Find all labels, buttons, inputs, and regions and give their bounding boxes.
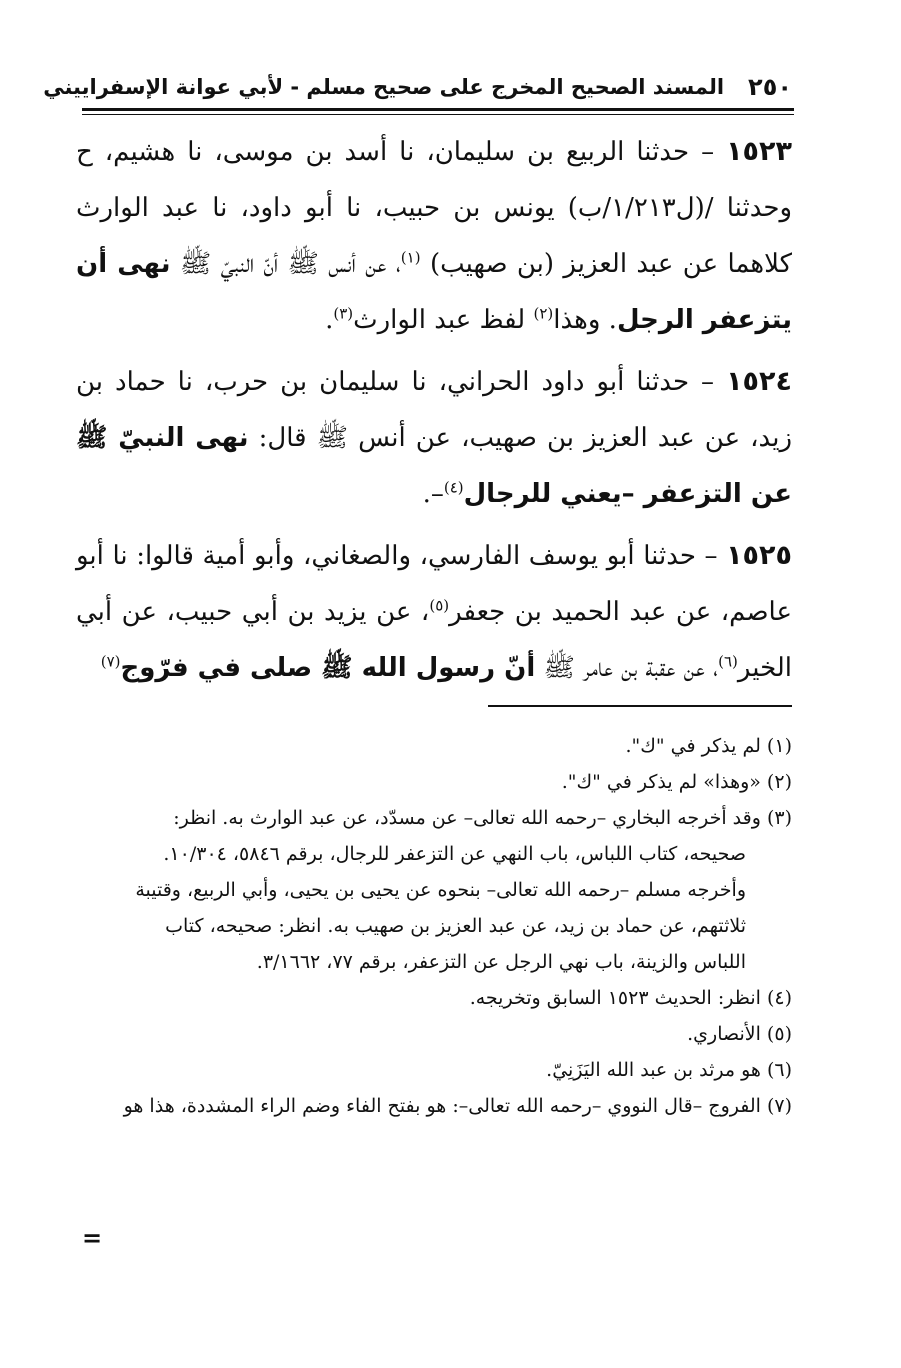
page-number: ٢٥٠ — [748, 73, 792, 101]
hadith-paragraph — [76, 124, 792, 348]
running-title: المسند الصحيح المخرج على صحيح مسلم - لأبي عوانة الإسفراييني — [43, 75, 725, 99]
hadith-matn-bold: أنّ رسول الله ﷺ صلى في فرّوج — [120, 653, 536, 683]
footnote-separator — [488, 705, 792, 707]
hadith-text: ، عن يزيد بن أبي حبيب، عن أبي الخير — [76, 597, 792, 683]
main-text — [76, 124, 792, 702]
header-rule-thin — [82, 114, 794, 115]
hadith-text: – حدثنا أبو داود الحراني، نا سليمان بن حرب، نا حماد بن زيد، عن عبد العزيز بن صهيب، عن أنس ﷺ قال: — [76, 367, 792, 453]
hadith-text: ، عن أنس ﷺ أنّ النبيّ ﷺ — [170, 249, 401, 279]
footnote-line: ثلاثتهم، عن حماد بن زيد، عن عبد العزيز بن صهيب به. انظر: صحيحه، كتاب — [165, 915, 746, 937]
footnotes — [76, 728, 792, 1124]
footnote-line: (٢) «وهذا» لم يذكر في "ك". — [561, 771, 792, 793]
footnote-ref: (٦) — [718, 652, 738, 671]
footnote-line: (٣) وقد أخرجه البخاري –رحمه الله تعالى– عن مسدّد، عن عبد الوارث به. انظر: — [173, 807, 792, 829]
footnote-line: صحيحه، كتاب اللباس، باب النهي عن التزعفر للرجال، برقم ٥٨٤٦، ١٠/٣٠٤. — [163, 843, 746, 865]
footnote-line: (٦) هو مرثد بن عبد الله اليَزَنِيّ. — [546, 1059, 792, 1081]
footnote-line: اللباس والزينة، باب نهي الرجل عن التزعفر، برقم ٧٧، ٣/١٦٦٢. — [256, 951, 746, 973]
hadith-text: –. — [422, 479, 444, 509]
hadith-text: . وهذا — [553, 305, 617, 335]
hadith-number: ١٥٢٥ — [726, 540, 792, 571]
continuation-mark: = — [82, 1224, 103, 1252]
footnote-ref: (١) — [400, 248, 421, 267]
hadith-text: لفظ عبد الوارث — [353, 305, 534, 335]
footnote-line: وأخرجه مسلم –رحمه الله تعالى– بنحوه عن يحيى بن يحيى، وأبي الربيع، وقتيبة — [135, 879, 746, 901]
footnote-line: (٤) انظر: الحديث ١٥٢٣ السابق وتخريجه. — [469, 987, 792, 1009]
hadith-number: ١٥٢٤ — [726, 366, 792, 397]
hadith-number: ١٥٢٣ — [726, 136, 792, 167]
hadith-text: – حدثنا الربيع بن سليمان، نا أسد بن موسى، نا هشيم، ح وحدثنا /(ل١/٢١٣/ب) يونس بن حبيب، نا أبو داود، نا عبد الوارث كلاهما عن عبد العزيز (بن صهيب) — [76, 137, 793, 279]
hadith-text: ، عن عقبة بن عامر ﷺ — [535, 653, 719, 683]
footnote-line: (٥) الأنصاري. — [687, 1023, 792, 1045]
hadith-text: – حدثنا أبو يوسف الفارسي، والصغاني، وأبو أمية قالوا: نا أبو عاصم، عن عبد الحميد بن جعفر — [76, 541, 792, 627]
hadith-paragraph — [76, 354, 792, 522]
hadith-matn-bold: نهى النبيّ ﷺ عن التزعفر –يعني للرجال — [76, 423, 792, 509]
footnote-ref: (٣) — [333, 304, 354, 323]
hadith-paragraph — [76, 528, 792, 696]
header-rule — [82, 108, 794, 111]
footnote-line: (١) لم يذكر في "ك". — [625, 735, 792, 757]
footnote-ref: (٤) — [443, 478, 464, 497]
footnote-ref: (٢) — [533, 304, 554, 323]
running-header — [43, 70, 792, 104]
footnote-line: (٧) الفروج –قال النووي –رحمه الله تعالى–: هو بفتح الفاء وضم الراء المشددة، هذا هو — [123, 1095, 792, 1117]
footnote-ref: (٧) — [100, 652, 121, 671]
hadith-matn-bold: نهى أن يتزعفر الرجل — [76, 249, 792, 335]
footnote-ref: (٥) — [429, 596, 450, 615]
hadith-text: . — [325, 305, 334, 335]
